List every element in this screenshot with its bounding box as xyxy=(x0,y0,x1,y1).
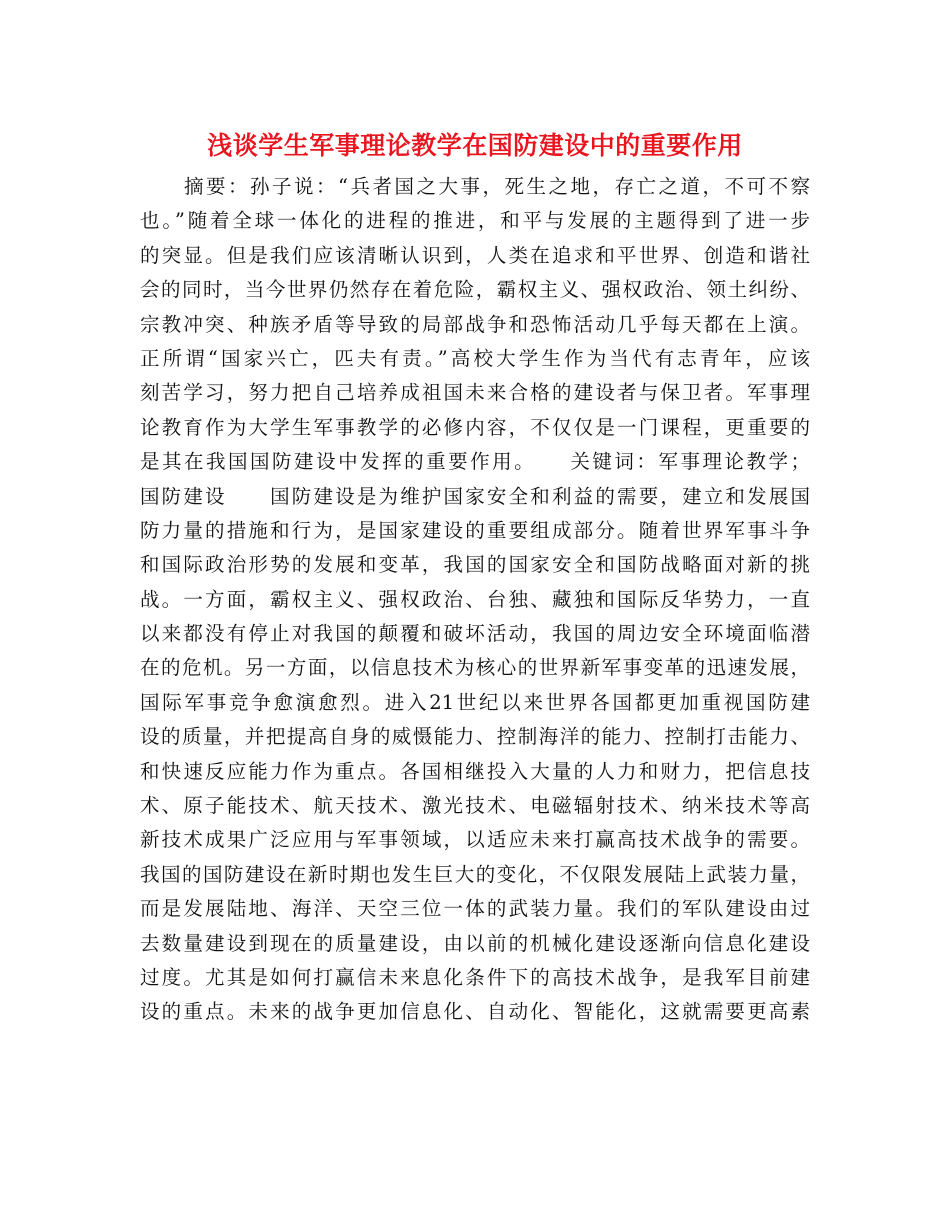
body-line: 新技术成果广泛应用与军事领域，以适应未来打赢高技术战争的需要。 xyxy=(140,828,810,852)
body-line: 会的同时，当今世界仍然存在着危险，霸权主义、强权政治、领土纠纷、 xyxy=(140,278,810,302)
body-line: 刻苦学习，努力把自己培养成祖国未来合格的建设者与保卫者。军事理 xyxy=(140,381,810,405)
body-line: 以来都没有停止对我国的颠覆和破坏活动，我国的周边安全环境面临潜 xyxy=(140,622,810,646)
body-line: 在的危机。另一方面，以信息技术为核心的世界新军事变革的迅速发展， xyxy=(140,656,810,680)
body-line: 宗教冲突、种族矛盾等导致的局部战争和恐怖活动几乎每天都在上演。 xyxy=(140,312,810,336)
body-line: 国防建设 国防建设是为维护国家安全和利益的需要，建立和发展国 xyxy=(140,484,810,508)
body-line: 摘要：孙子说：“兵者国之大事，死生之地，存亡之道，不可不察 xyxy=(140,175,810,198)
body-line: 战。一方面，霸权主义、强权政治、台独、藏独和国际反华势力，一直 xyxy=(140,587,810,611)
body-line: 国际军事竞争愈演愈烈。进入21世纪以来世界各国都更加重视国防建 xyxy=(140,690,810,714)
document-title: 浅谈学生军事理论教学在国防建设中的重要作用 xyxy=(207,131,743,160)
body-line: 正所谓“国家兴亡，匹夫有责。”高校大学生作为当代有志青年，应该 xyxy=(140,346,810,370)
document-body xyxy=(140,170,810,1030)
body-line: 也。”随着全球一体化的进程的推进，和平与发展的主题得到了进一步 xyxy=(140,209,810,233)
body-line: 设的重点。未来的战争更加信息化、自动化、智能化，这就需要更高素 xyxy=(140,1000,810,1024)
body-line: 和快速反应能力作为重点。各国相继投入大量的人力和财力，把信息技 xyxy=(140,759,810,783)
body-line: 的突显。但是我们应该清晰认识到，人类在追求和平世界、创造和谐社 xyxy=(140,243,810,267)
body-line: 术、原子能技术、航天技术、激光技术、电磁辐射技术、纳米技术等高 xyxy=(140,794,810,818)
body-line: 和国际政治形势的发展和变革，我国的国家安全和国防战略面对新的挑 xyxy=(140,553,810,577)
body-line: 去数量建设到现在的质量建设，由以前的机械化建设逐渐向信息化建设 xyxy=(140,931,810,955)
body-line: 我国的国防建设在新时期也发生巨大的变化，不仅限发展陆上武装力量， xyxy=(140,862,810,886)
body-line: 设的质量，并把提高自身的威慑能力、控制海洋的能力、控制打击能力、 xyxy=(140,725,810,749)
body-line: 而是发展陆地、海洋、天空三位一体的武装力量。我们的军队建设由过 xyxy=(140,897,810,921)
body-line: 是其在我国国防建设中发挥的重要作用。 关键词：军事理论教学； xyxy=(140,450,810,474)
body-line: 过度。尤其是如何打赢信未来息化条件下的高技术战争，是我军目前建 xyxy=(140,965,810,989)
body-line: 论教育作为大学生军事教学的必修内容，不仅仅是一门课程，更重要的 xyxy=(140,415,810,439)
body-line: 防力量的措施和行为，是国家建设的重要组成部分。随着世界军事斗争 xyxy=(140,518,810,542)
